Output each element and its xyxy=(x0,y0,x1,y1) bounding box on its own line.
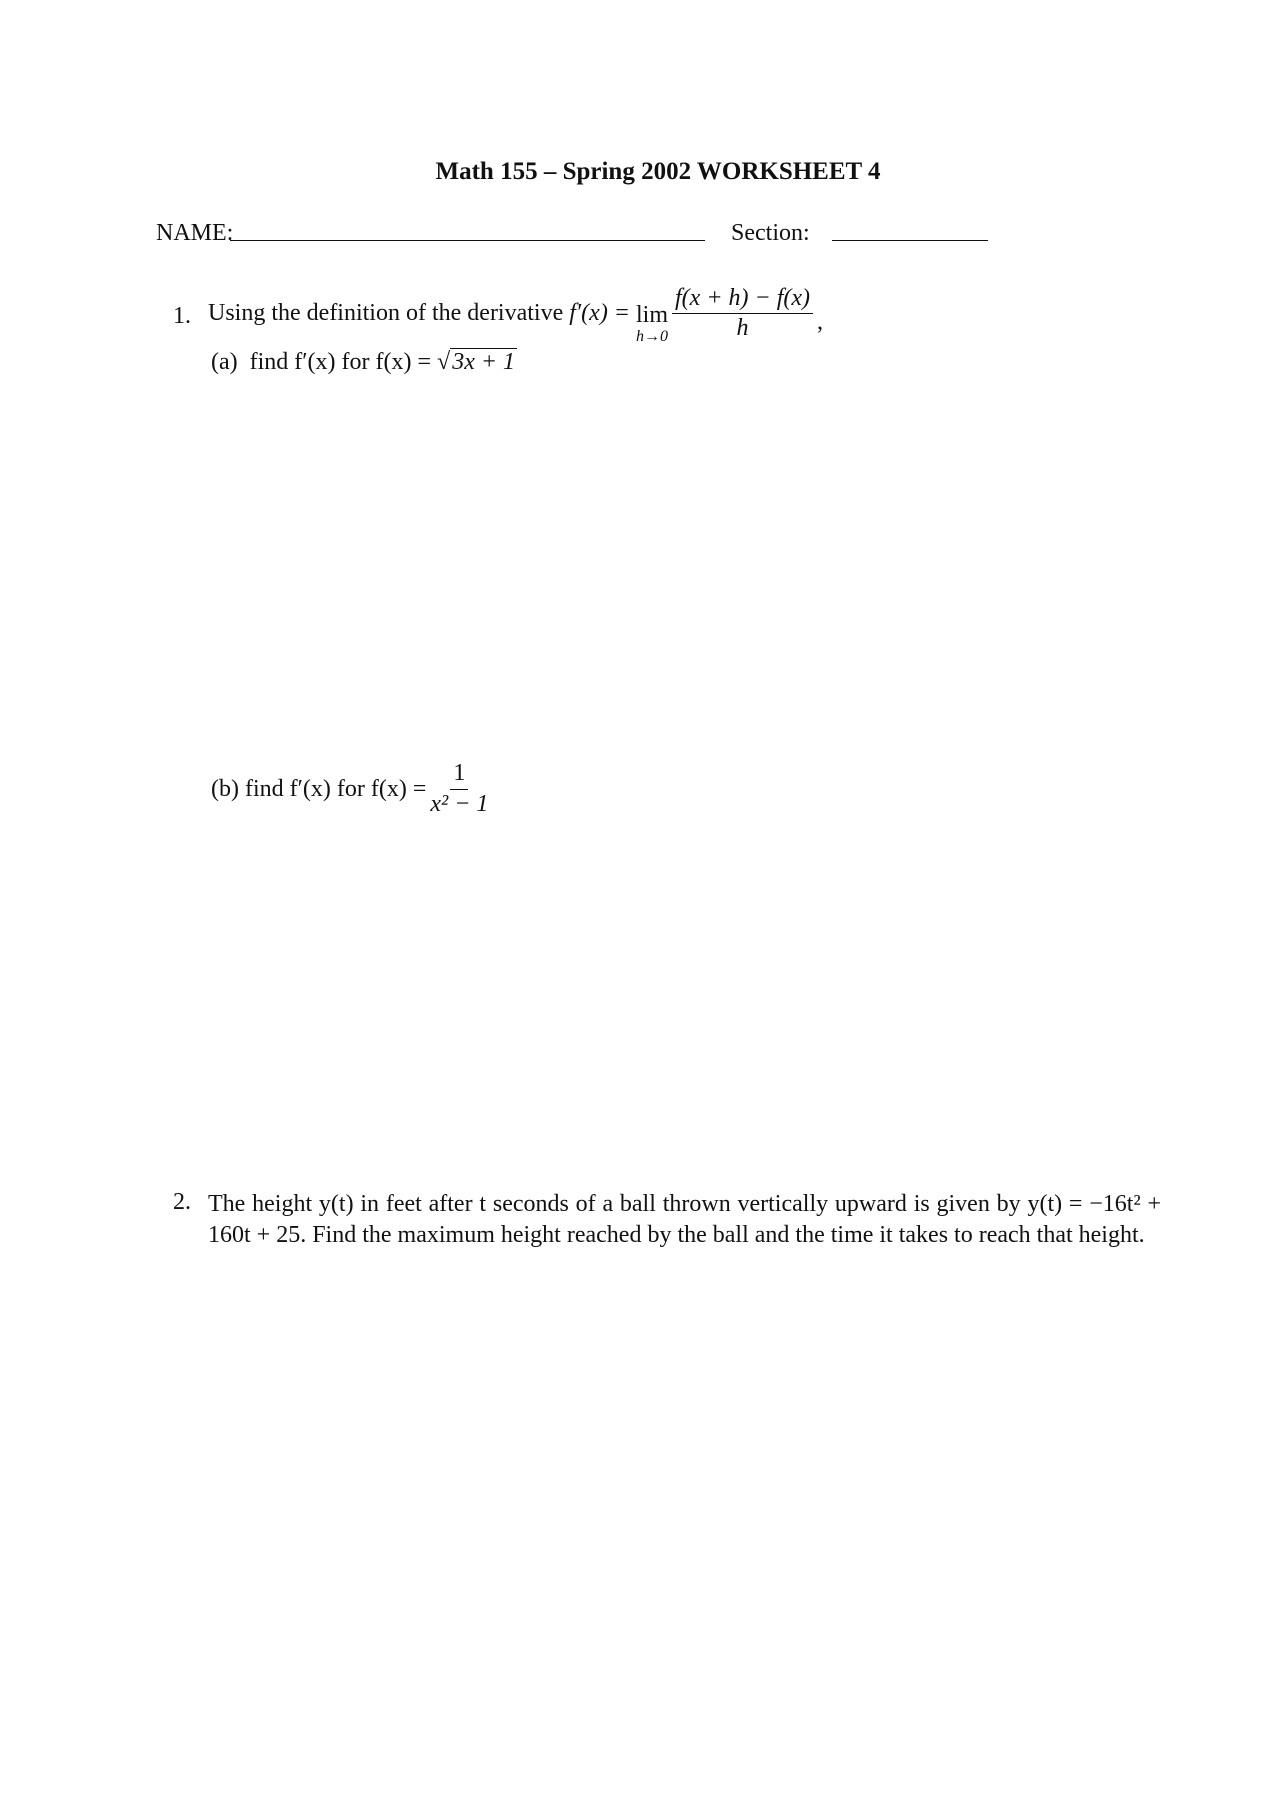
difference-quotient xyxy=(672,285,813,343)
worksheet-title: Math 155 – Spring 2002 WORKSHEET 4 xyxy=(435,158,881,185)
limit xyxy=(636,302,668,346)
section-label: Section: xyxy=(731,220,810,246)
problem-1b xyxy=(211,760,492,818)
radicand: 3x + 1 xyxy=(452,349,516,375)
name-label: NAME: xyxy=(156,220,234,246)
sqrt-symbol: √ xyxy=(437,349,451,375)
section-field-line[interactable] xyxy=(832,240,988,241)
derivative-lhs: f′(x) = xyxy=(569,300,630,327)
part-a-label: (a) xyxy=(211,349,238,375)
problem-2-text: The height y(t) in feet after t seconds of a ball thrown vertically upward is given by y(t) = −16t² + 160t + 25. Find the maximum height reached by the ball and the time it takes to reach that height. xyxy=(208,1191,1161,1248)
problem-1-number: 1. xyxy=(173,303,191,329)
quotient-numerator: f(x + h) − f(x) xyxy=(672,285,813,315)
comma: , xyxy=(817,309,824,336)
name-field-line[interactable] xyxy=(230,240,705,241)
fraction-numerator: 1 xyxy=(450,760,468,790)
problem-1a xyxy=(211,349,517,376)
part-b-text: find f′(x) for f(x) = xyxy=(244,775,427,802)
problem-1-intro: Using the definition of the derivative xyxy=(208,300,564,327)
part-a-text: find f′(x) for f(x) = xyxy=(249,349,432,375)
part-b-label: (b) xyxy=(211,775,239,802)
fraction-denominator: x² − 1 xyxy=(430,790,489,817)
lim-subscript: h→0 xyxy=(636,328,668,346)
problem-2-number: 2. xyxy=(173,1189,191,1215)
problem-1-statement xyxy=(208,282,823,346)
quotient-denominator: h xyxy=(736,315,749,342)
fraction xyxy=(430,760,488,818)
lim-text: lim xyxy=(636,302,669,328)
